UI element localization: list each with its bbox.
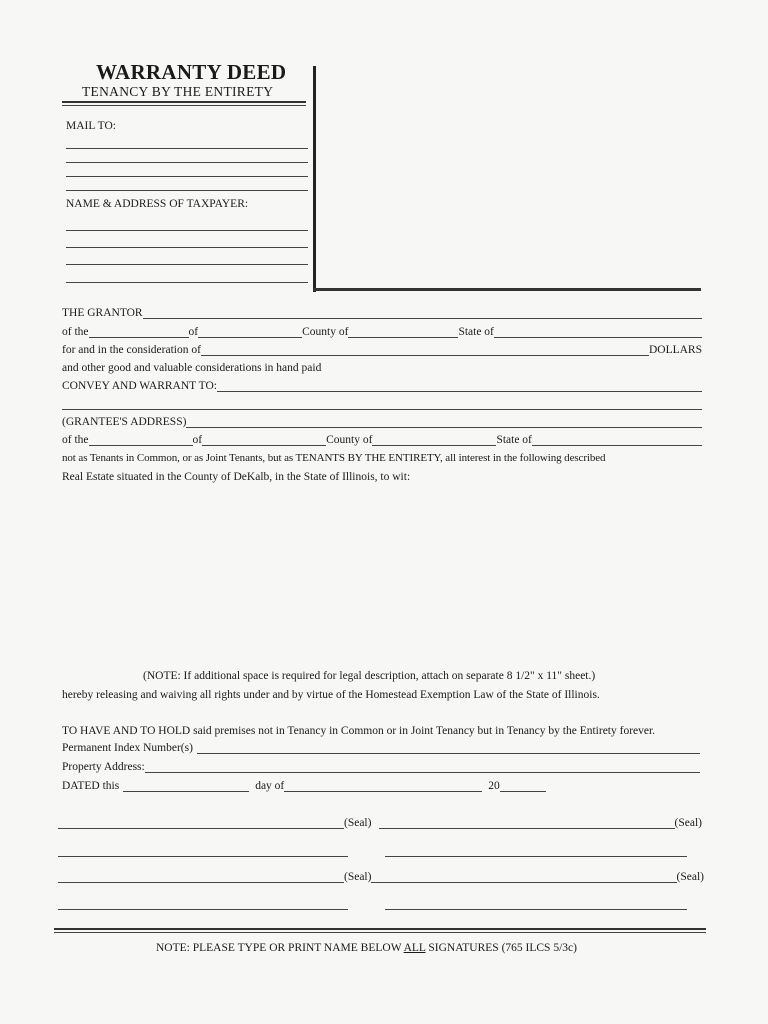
grantor-name-field[interactable]: [143, 318, 702, 319]
state-of-label: State of: [458, 326, 494, 338]
seal-label: (Seal): [676, 871, 704, 883]
grantor-location-row: [62, 327, 702, 339]
dated-row: [62, 781, 546, 793]
grantee-location-row: [62, 435, 702, 447]
grantor-county-field[interactable]: [348, 337, 458, 338]
grantee-address-field[interactable]: [186, 427, 702, 428]
signature-line[interactable]: [379, 828, 674, 829]
footer-divider-top: [54, 928, 706, 930]
grantee-name-field[interactable]: [217, 391, 702, 392]
mail-to-line[interactable]: [66, 176, 308, 177]
grantor-of-the-field[interactable]: [89, 337, 189, 338]
mail-to-line[interactable]: [66, 148, 308, 149]
seal-label: (Seal): [674, 817, 702, 829]
footer-note-prefix: NOTE: PLEASE TYPE OR PRINT NAME BELOW: [156, 942, 404, 954]
of-label: of: [192, 434, 203, 446]
county-of-label: County of: [326, 434, 373, 446]
grantor-of-field[interactable]: [198, 337, 302, 338]
consideration-row: [62, 345, 702, 357]
mail-to-line[interactable]: [66, 190, 308, 191]
taxpayer-line[interactable]: [66, 264, 308, 265]
day-of-label: day of: [255, 780, 285, 792]
consideration-label: for and in the consideration of: [62, 344, 201, 356]
grantee-of-field[interactable]: [202, 445, 326, 446]
taxpayer-line[interactable]: [66, 230, 308, 231]
printed-name-line[interactable]: [58, 856, 348, 857]
mail-to-line[interactable]: [66, 162, 308, 163]
dated-year-field[interactable]: [500, 791, 546, 792]
title-divider-bottom: [62, 105, 306, 106]
pin-field[interactable]: [197, 753, 700, 754]
grantee-name-line[interactable]: [62, 409, 702, 410]
tenancy-clause-line2: Real Estate situated in the County of DeKalb, in the State of Illinois, to wit:: [62, 471, 411, 483]
recorder-box-left-border: [313, 66, 316, 292]
to-have-and-hold-text: TO HAVE AND TO HOLD said premises not in Tenancy in Common or in Joint Tenancy but in Tenancy by the Entirety forever.: [62, 725, 656, 737]
pin-label: Permanent Index Number(s): [62, 742, 193, 754]
dated-this-label: DATED this: [62, 780, 120, 792]
signature-row: [58, 818, 702, 830]
of-label: of: [188, 326, 199, 338]
footer-divider-bottom: [54, 932, 706, 933]
of-the-label: of the: [62, 434, 89, 446]
grantee-address-label: (GRANTEE'S ADDRESS): [62, 416, 187, 428]
taxpayer-line[interactable]: [66, 247, 308, 248]
pin-row: [62, 743, 700, 755]
seal-label: (Seal): [344, 817, 372, 829]
year-prefix-label: 20: [488, 780, 500, 792]
homestead-waiver-text: hereby releasing and waiving all rights under and by virtue of the Homestead Exemption Law of the State of Illinois.: [62, 689, 600, 701]
county-of-label: County of: [302, 326, 349, 338]
grantee-of-the-field[interactable]: [89, 445, 193, 446]
dated-month-field[interactable]: [284, 791, 482, 792]
property-address-row: [62, 762, 700, 774]
property-address-label: Property Address:: [62, 761, 145, 773]
signature-row: [58, 872, 704, 884]
grantor-state-field[interactable]: [494, 337, 702, 338]
grantor-label: THE GRANTOR: [62, 307, 143, 319]
dollars-label: DOLLARS: [648, 344, 702, 356]
consideration-amount-field[interactable]: [201, 355, 649, 356]
printed-name-line[interactable]: [58, 909, 348, 910]
grantee-state-field[interactable]: [532, 445, 702, 446]
legal-description-area[interactable]: [62, 492, 702, 662]
signature-line[interactable]: [371, 882, 676, 883]
printed-name-line[interactable]: [385, 909, 687, 910]
mail-to-label: MAIL TO:: [66, 120, 116, 132]
recorder-box-bottom-border: [313, 288, 701, 291]
signature-line[interactable]: [58, 828, 344, 829]
footer-note: [156, 943, 577, 955]
signature-line[interactable]: [58, 882, 344, 883]
printed-name-line[interactable]: [385, 856, 687, 857]
document-title: WARRANTY DEED: [96, 60, 287, 84]
other-consideration-text: and other good and valuable considerations in hand paid: [62, 362, 322, 374]
footer-note-suffix: SIGNATURES (765 ILCS 5/3c): [425, 942, 577, 954]
title-divider-top: [62, 101, 306, 103]
of-the-label: of the: [62, 326, 89, 338]
state-of-label: State of: [496, 434, 532, 446]
seal-label: (Seal): [344, 871, 372, 883]
tenancy-clause-line1: not as Tenants in Common, or as Joint Tenants, but as TENANTS BY THE ENTIRETY, all interest in the following described: [62, 452, 606, 464]
taxpayer-line[interactable]: [66, 282, 308, 283]
grantee-county-field[interactable]: [372, 445, 496, 446]
legal-description-note: (NOTE: If additional space is required for legal description, attach on separate 8 1/2" x 11" sheet.): [143, 670, 596, 682]
property-address-field[interactable]: [145, 772, 700, 773]
taxpayer-label: NAME & ADDRESS OF TAXPAYER:: [66, 198, 249, 210]
dated-day-field[interactable]: [123, 791, 249, 792]
grantor-row: [62, 308, 702, 320]
convey-row: [62, 381, 702, 393]
grantee-address-row: [62, 417, 702, 429]
document-subtitle: TENANCY BY THE ENTIRETY: [82, 84, 274, 99]
footer-note-all: ALL: [403, 942, 426, 954]
convey-label: CONVEY AND WARRANT TO:: [62, 380, 217, 392]
